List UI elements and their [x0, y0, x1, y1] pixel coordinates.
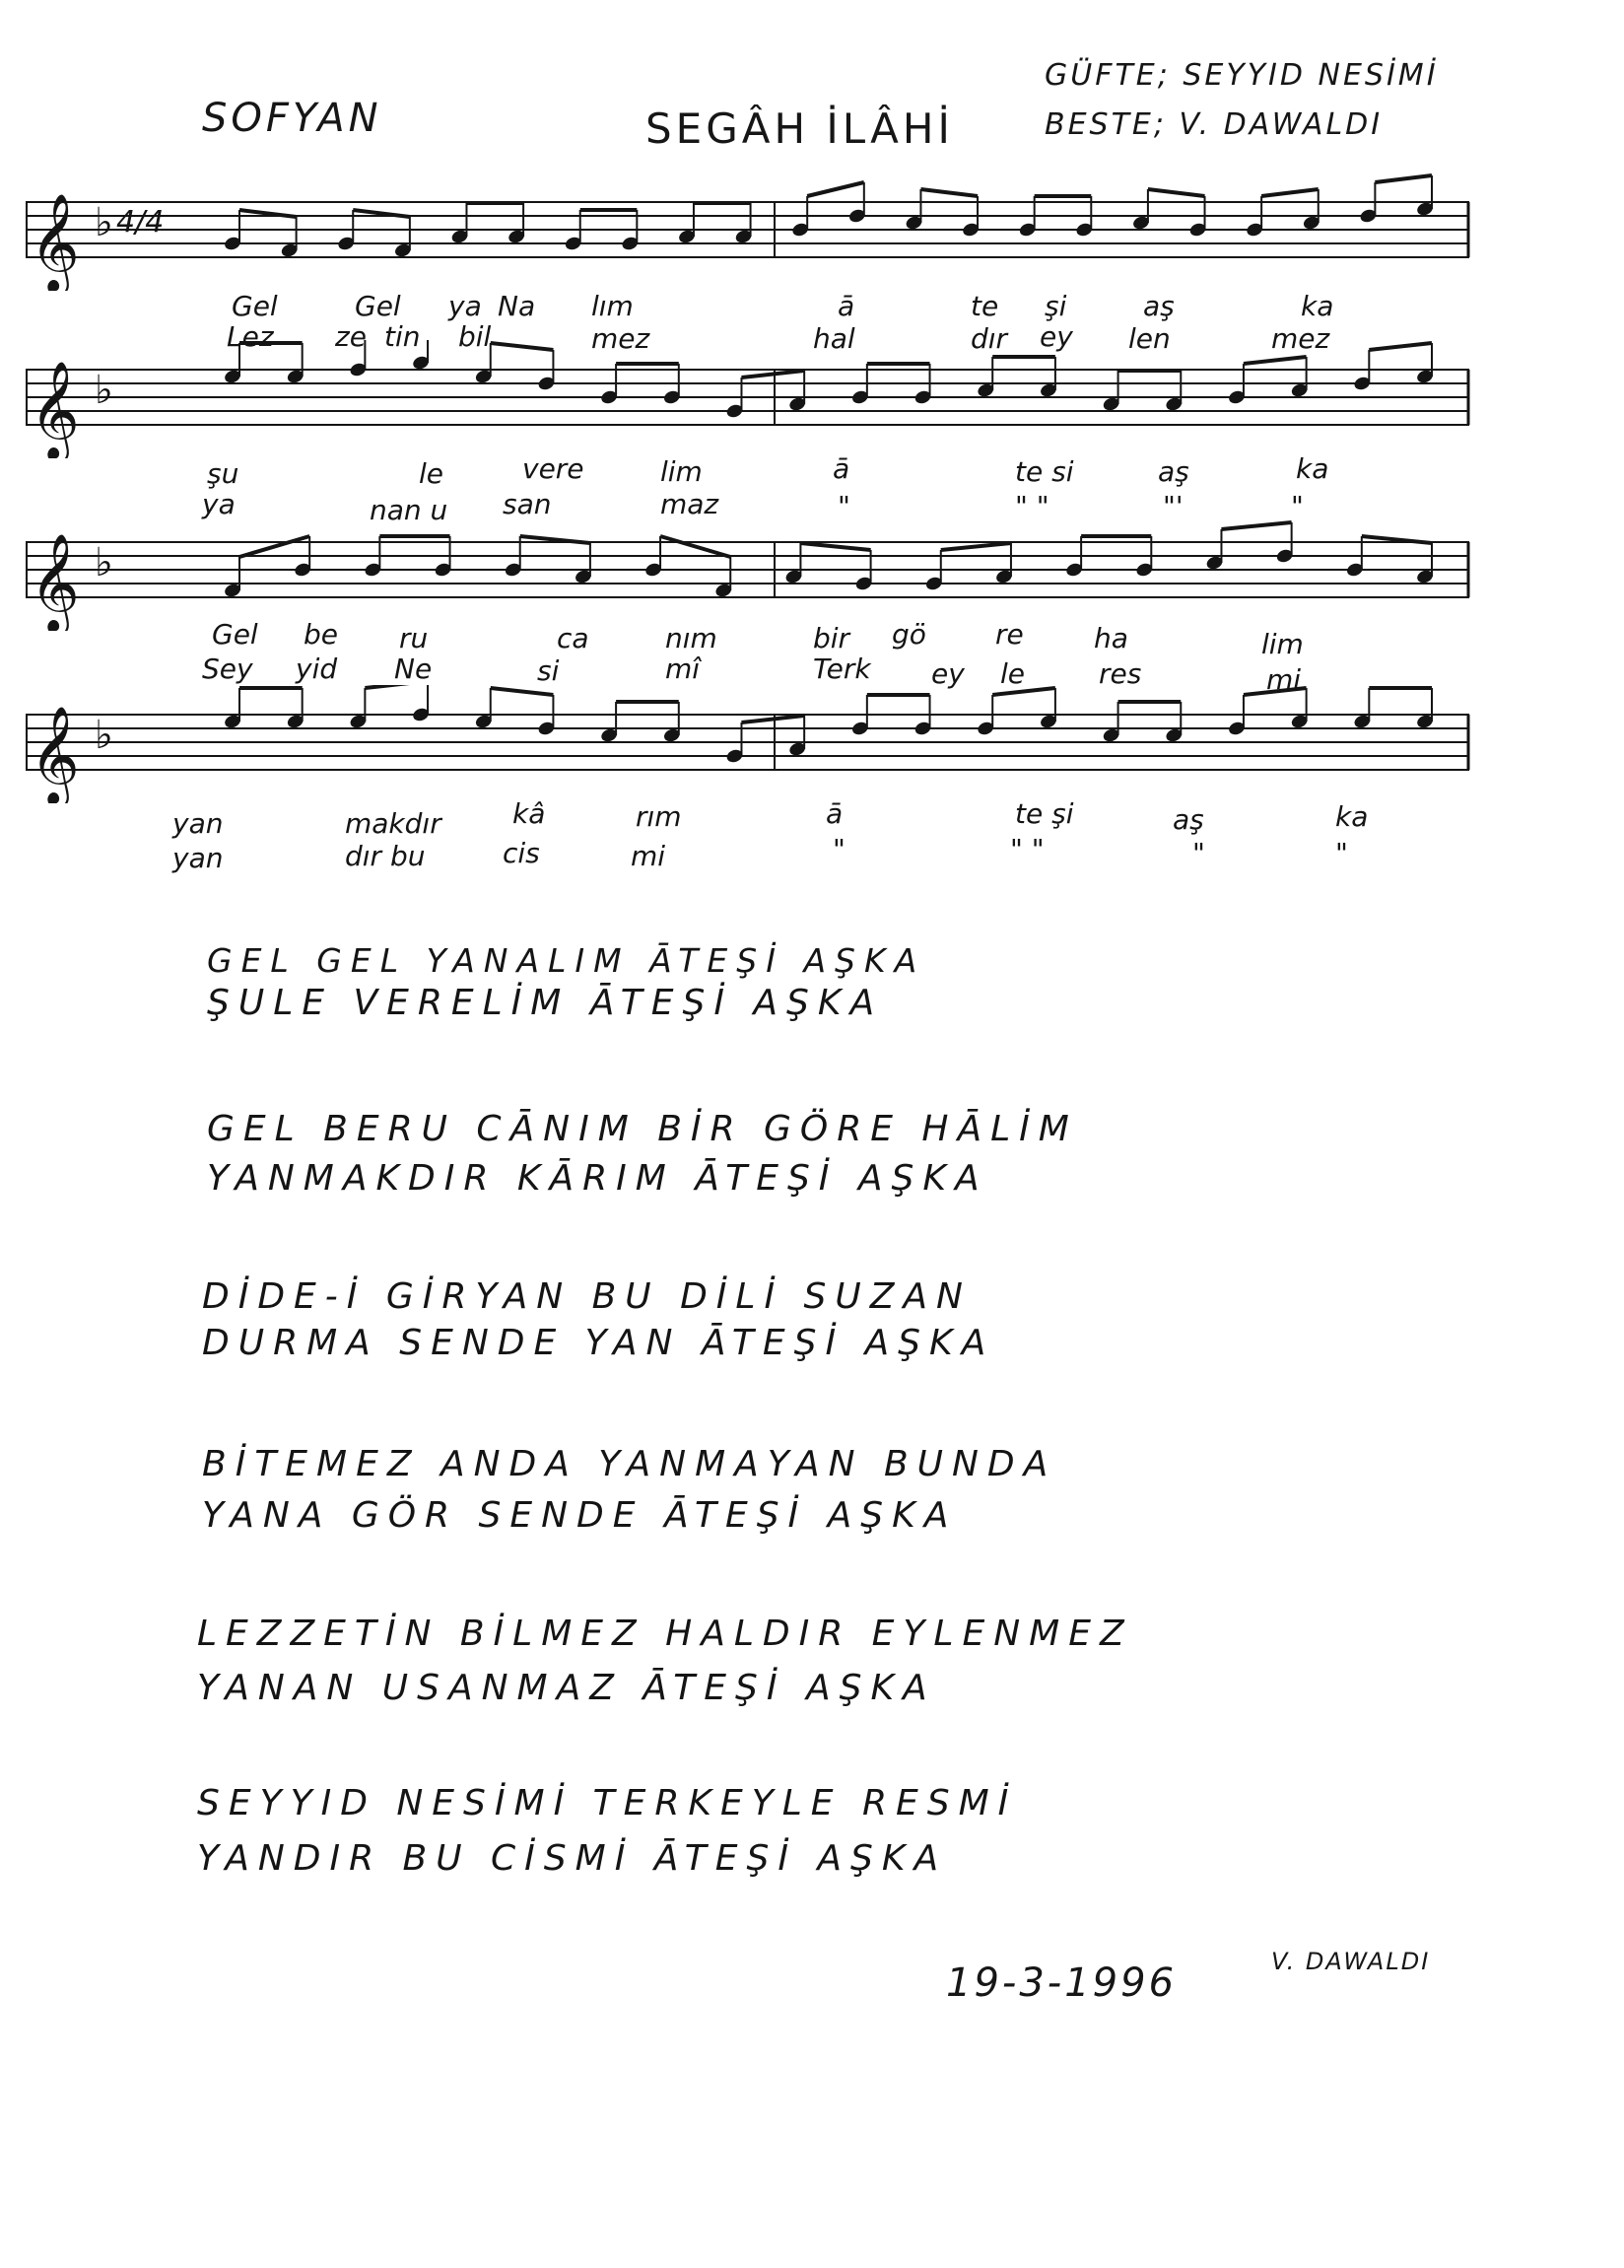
note-beam — [1244, 357, 1307, 364]
treble-clef-icon: 𝄞 — [30, 193, 80, 291]
flat-icon: ♭ — [95, 200, 113, 245]
lyric-syllable: ka — [1296, 452, 1329, 485]
lyric-syllable: " — [838, 490, 850, 522]
lyric-syllable: vere — [522, 452, 584, 485]
staff-system-2 — [26, 340, 1474, 458]
note-beam — [1369, 343, 1432, 350]
lyric-syllable: mez — [591, 322, 650, 355]
lyric-syllable: si — [537, 654, 560, 687]
note-beam — [491, 343, 554, 350]
lyric-syllable: san — [503, 488, 552, 520]
lyric-syllable: dır — [971, 322, 1008, 355]
lyric-syllable: te — [971, 290, 999, 322]
lyric-syllable: ey — [1040, 320, 1073, 353]
lyric-syllable: aş — [1158, 455, 1189, 488]
verse-line: YANA GÖR SENDE ĀTEŞİ AŞKA — [202, 1495, 958, 1536]
lyric-syllable: Ne — [394, 653, 433, 685]
verse-line: YANDIR BU CİSMİ ĀTEŞİ AŞKA — [197, 1838, 948, 1879]
lyric-syllable: Lez — [227, 320, 274, 353]
note-beam — [491, 688, 554, 695]
verse-line: SEYYID NESİMİ TERKEYLE RESMİ — [197, 1783, 1018, 1823]
note-beam — [920, 189, 978, 196]
signature: V. DAWALDI — [1271, 1948, 1431, 1975]
lyric-syllable: be — [304, 618, 338, 651]
lyric-syllable: maz — [660, 488, 719, 520]
lyric-syllable: ā — [826, 797, 844, 830]
staff-system-3 — [26, 513, 1474, 631]
verse-line: GEL GEL YANALIM ĀTEŞİ AŞKA — [207, 941, 926, 980]
lyric-syllable: Gel — [232, 290, 278, 322]
lyric-syllable: ka — [1301, 290, 1334, 322]
lyric-syllable: kâ — [512, 797, 546, 830]
lyric-syllable: ca — [557, 622, 589, 654]
lyric-syllable: aş — [1173, 803, 1204, 836]
flat-icon: ♭ — [95, 713, 113, 758]
lyric-syllable: ya — [202, 488, 236, 520]
lyric-syllable: " — [1192, 837, 1205, 869]
lyric-syllable: bir — [813, 622, 850, 654]
lyric-syllable: mi — [631, 840, 666, 872]
lyric-syllable: Na — [498, 290, 536, 322]
lyric-syllable: te si — [1015, 455, 1074, 488]
note-beam — [239, 536, 309, 557]
lyric-syllable: cis — [503, 837, 540, 869]
lyric-syllable: ā — [838, 290, 855, 322]
lyric-syllable: mî — [665, 653, 701, 685]
lyric-syllable: "' — [1163, 490, 1184, 522]
note-beam — [807, 182, 864, 196]
verse-line: LEZZETİN BİLMEZ HALDIR EYLENMEZ — [197, 1614, 1133, 1654]
note-beam — [365, 685, 428, 688]
lyric-syllable: gö — [892, 618, 926, 651]
lyric-syllable: " — [1335, 837, 1348, 869]
lyric-syllable: yid — [296, 653, 338, 685]
lyric-syllable: ru — [399, 622, 429, 654]
lyric-syllable: yan — [172, 807, 224, 840]
lyric-syllable: ka — [1335, 800, 1369, 833]
lyric-syllable: tin — [384, 320, 421, 353]
page-title: SEGÂH İLÂHİ — [645, 104, 954, 153]
lyric-syllable: re — [995, 618, 1024, 651]
lyric-syllable: aş — [1143, 290, 1175, 322]
lyric-syllable: ze — [335, 320, 367, 353]
lyric-syllable: " " — [1015, 490, 1049, 522]
composer-credit: BESTE; V. DAWALDI — [1045, 107, 1384, 142]
time-signature: 4/4 — [116, 205, 165, 240]
lyric-syllable: ā — [833, 452, 850, 485]
lyric-syllable: dır bu — [345, 840, 426, 872]
verse-line: DİDE-İ GİRYAN BU DİLİ SUZAN — [202, 1276, 972, 1317]
lyric-syllable: len — [1128, 322, 1171, 355]
flat-icon: ♭ — [95, 368, 113, 413]
lyric-syllable: " — [1291, 490, 1304, 522]
lyric-syllable: " — [833, 833, 846, 865]
lyric-syllable: ya — [448, 290, 482, 322]
lyric-syllable: şu — [207, 457, 239, 490]
treble-clef-icon: 𝄞 — [30, 533, 80, 631]
lyricist-credit: GÜFTE; SEYYID NESİMİ — [1045, 58, 1439, 93]
note-beam — [660, 536, 730, 557]
lyric-syllable: ha — [1094, 622, 1128, 654]
lyric-syllable: ey — [931, 657, 965, 690]
lyric-syllable: nan u — [370, 494, 448, 526]
lyric-syllable: le — [419, 457, 444, 490]
lyric-syllable: lim — [660, 455, 703, 488]
lyric-syllable: " " — [1010, 833, 1045, 865]
note-beam — [1375, 175, 1432, 182]
note-beam — [741, 371, 804, 378]
note-beam — [1221, 522, 1291, 529]
staff-system-4 — [26, 685, 1474, 803]
makam-usul-label: SOFYAN — [202, 96, 382, 141]
lyric-syllable: mi — [1266, 663, 1302, 696]
lyric-syllable: mez — [1271, 322, 1330, 355]
treble-clef-icon: 𝄞 — [30, 706, 80, 803]
lyric-syllable: le — [1000, 657, 1026, 690]
verse-line: BİTEMEZ ANDA YANMAYAN BUNDA — [202, 1444, 1057, 1484]
lyric-syllable: yan — [172, 842, 224, 874]
lyric-syllable: nım — [665, 622, 717, 654]
lyric-syllable: res — [1099, 657, 1142, 690]
lyric-syllable: lım — [591, 290, 634, 322]
verse-line: DURMA SENDE YAN ĀTEŞİ AŞKA — [202, 1323, 995, 1363]
verse-line: YANAN USANMAZ ĀTEŞİ AŞKA — [197, 1668, 936, 1708]
lyric-syllable: bil — [458, 320, 492, 353]
lyric-syllable: Gel — [212, 618, 258, 651]
verse-line: YANMAKDIR KĀRIM ĀTEŞİ AŞKA — [207, 1158, 988, 1199]
note-beam — [941, 543, 1011, 550]
lyric-syllable: makdır — [345, 807, 441, 840]
lyric-syllable: Gel — [355, 290, 401, 322]
lyric-syllable: lim — [1261, 628, 1304, 660]
lyric-syllable: şi — [1045, 290, 1067, 322]
verse-line: ŞULE VERELİM ĀTEŞİ AŞKA — [207, 983, 884, 1023]
lyric-syllable: te şi — [1015, 797, 1074, 830]
lyric-syllable: Terk — [813, 653, 871, 685]
lyric-syllable: Sey — [202, 653, 253, 685]
staff-system-1 — [26, 172, 1474, 291]
flat-icon: ♭ — [95, 540, 113, 585]
treble-clef-icon: 𝄞 — [30, 361, 80, 458]
date: 19-3-1996 — [946, 1960, 1178, 2006]
note-beam — [800, 543, 870, 550]
note-beam — [1261, 189, 1319, 196]
verse-line: GEL BERU CĀNIM BİR GÖRE HĀLİM — [207, 1109, 1078, 1149]
note-beam — [741, 716, 804, 722]
lyric-syllable: hal — [813, 322, 855, 355]
note-beam — [1148, 189, 1205, 196]
lyric-syllable: rım — [636, 800, 682, 833]
